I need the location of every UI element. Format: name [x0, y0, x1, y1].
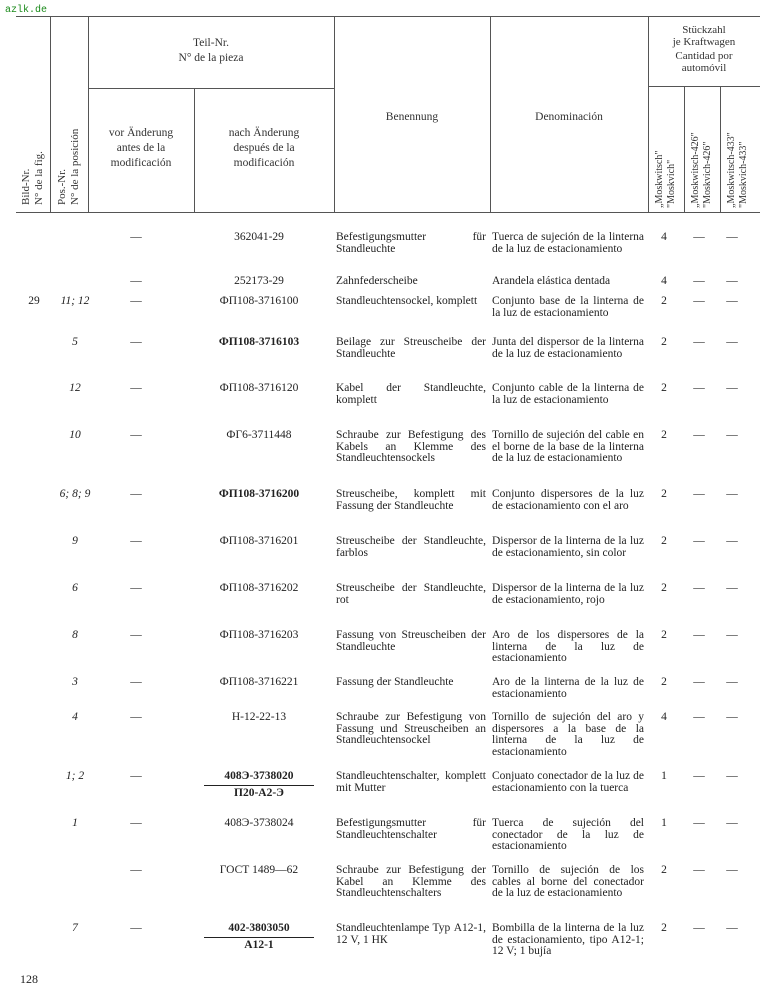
cell-benennung: Befestigungsmutter für Standleuchtenschalter: [336, 817, 486, 841]
header-bild-label: Bild-Nr. N° de la fig.: [20, 151, 45, 205]
cell-qty-moskvich: 2: [661, 922, 667, 934]
cell-qty-moskvich-426: —: [693, 676, 705, 688]
cell-benennung: Streuscheibe der Standleuchte, rot: [336, 582, 486, 606]
cell-pos-nr: 12: [69, 382, 81, 394]
cell-denominacion: Tuerca de sujeción de la linterna de la luz de estacionamiento: [492, 231, 644, 255]
cell-benennung: Fassung von Streuscheiben der Standleuchte: [336, 629, 486, 653]
cell-qty-moskvich-433: —: [726, 336, 738, 348]
cell-nach-aenderung: [196, 771, 322, 799]
cell-benennung: Schraube zur Befestigung der Kabel an Klemme des Standleuchtenschalters: [336, 864, 486, 899]
cell-pos-nr: 7: [72, 922, 78, 934]
cell-vor-aenderung: —: [130, 864, 142, 876]
cell-denominacion: Aro de los dispersores de la linterna de la luz de estacionamiento: [492, 629, 644, 664]
cell-nach-aenderung: 362041-29: [234, 231, 284, 243]
cell-pos-nr: 1: [72, 817, 78, 829]
cell-qty-moskvich: 2: [661, 488, 667, 500]
header-pos-label: Pos.-Nr. N° de la posición: [56, 128, 81, 205]
cell-benennung: Beilage zur Streuscheibe der Standleuchte: [336, 336, 486, 360]
cell-qty-moskvich-426: —: [693, 582, 705, 594]
header-nach: nach Änderung después de la modificación: [228, 127, 300, 169]
cell-nach-aenderung: ФП108-3716202: [219, 582, 299, 594]
col-divider: [50, 16, 51, 213]
header-model-3: [726, 132, 750, 208]
col-divider: [720, 86, 721, 213]
cell-qty-moskvich: 1: [661, 817, 667, 829]
cell-pos-nr: 5: [72, 336, 78, 348]
cell-vor-aenderung: —: [130, 429, 142, 441]
cell-denominacion: Conjuato conectador de la luz de estacionamiento con la tuerca: [492, 770, 644, 794]
cell-qty-moskvich-433: —: [726, 382, 738, 394]
cell-qty-moskvich: 2: [661, 295, 667, 307]
cell-vor-aenderung: —: [130, 922, 142, 934]
header-vor: vor Änderung antes de la modificación: [108, 127, 174, 169]
cell-qty-moskvich-433: —: [726, 488, 738, 500]
cell-benennung: Standleuchtenschalter, komplett mit Mutter: [336, 770, 486, 794]
cell-benennung: Streuscheibe, komplett mit Fassung der Standleuchte: [336, 488, 486, 512]
header-teil: Teil-Nr. N° de la pieza: [178, 37, 244, 64]
cell-qty-moskvich-433: —: [726, 922, 738, 934]
cell-qty-moskvich-426: —: [693, 817, 705, 829]
cell-pos-nr: 10: [69, 429, 81, 441]
cell-vor-aenderung: —: [130, 382, 142, 394]
cell-nach-aenderung: ФП108-3716221: [219, 676, 299, 688]
cell-qty-moskvich-433: —: [726, 864, 738, 876]
cell-benennung: Kabel der Standleuchte, komplett: [336, 382, 486, 406]
teil-subheader-rule: [88, 88, 334, 89]
cell-denominacion: Junta del dispersor de la linterna de la luz de estacionamiento: [492, 336, 644, 360]
cell-pos-nr: 3: [72, 676, 78, 688]
cell-qty-moskvich-433: —: [726, 629, 738, 641]
cell-pos-nr: 11; 12: [60, 295, 90, 307]
cell-denominacion: Bombilla de la linterna de la luz de estacionamiento, tipo A12-1; 12 V; 1 bujía: [492, 922, 644, 957]
cell-qty-moskvich-433: —: [726, 295, 738, 307]
col-divider: [684, 86, 685, 213]
cell-nach-aenderung: ФП108-3716103: [218, 336, 300, 348]
cell-qty-moskvich-426: —: [693, 864, 705, 876]
cell-benennung: Befestigungsmutter für Standleuchte: [336, 231, 486, 255]
cell-qty-moskvich: 2: [661, 382, 667, 394]
part-number-alt: П20-А2-Э: [234, 786, 284, 799]
header-cantidad: Cantidad por automóvil: [675, 50, 733, 74]
cell-vor-aenderung: —: [130, 676, 142, 688]
col-divider: [88, 16, 89, 213]
cell-vor-aenderung: —: [130, 295, 142, 307]
part-number: 402-3803050: [204, 923, 314, 938]
cell-pos-nr: 1; 2: [65, 770, 85, 782]
cell-benennung: Zahnfederscheibe: [336, 275, 418, 287]
cell-denominacion: Tornillo de sujeción del cable en el borne de la base de la linterna de la luz de estacionamiento: [492, 429, 644, 464]
cell-nach-aenderung: ФП108-3716120: [219, 382, 299, 394]
cell-qty-moskvich: 4: [661, 711, 667, 723]
cell-benennung: Schraube zur Befestigung von Fassung und Streuscheiben an Standleuchtensockel: [336, 711, 486, 746]
cell-denominacion: Conjunto base de la linterna de la luz de estacionamiento: [492, 295, 644, 319]
cell-bild-nr: 29: [28, 295, 40, 307]
header-denominacion: Denominación: [535, 111, 603, 123]
cell-vor-aenderung: —: [130, 582, 142, 594]
cell-qty-moskvich: 2: [661, 582, 667, 594]
cell-qty-moskvich-426: —: [693, 629, 705, 641]
cell-qty-moskvich-426: —: [693, 922, 705, 934]
cell-qty-moskvich-426: —: [693, 429, 705, 441]
cell-benennung: Schraube zur Befestigung des Kabels an Klemme des Standleuchtensockels: [336, 429, 486, 464]
cell-qty-moskvich-433: —: [726, 582, 738, 594]
stueck-subheader-rule: [648, 86, 760, 87]
cell-nach-aenderung: ГОСТ 1489—62: [219, 864, 299, 876]
cell-vor-aenderung: —: [130, 817, 142, 829]
header-model-2-label: „Moskwitsch-426" "Moskvich-426": [690, 132, 713, 208]
cell-qty-moskvich-426: —: [693, 488, 705, 500]
cell-pos-nr: 9: [72, 535, 78, 547]
header-model-1-label: „Moskwitsch" "Moskvich": [654, 150, 677, 208]
cell-qty-moskvich: 2: [661, 429, 667, 441]
cell-vor-aenderung: —: [130, 488, 142, 500]
cell-vor-aenderung: —: [130, 711, 142, 723]
header-benennung: Benennung: [385, 111, 439, 123]
cell-qty-moskvich-433: —: [726, 770, 738, 782]
cell-qty-moskvich-433: —: [726, 817, 738, 829]
cell-denominacion: Dispersor de la linterna de la luz de estacionamiento, rojo: [492, 582, 644, 606]
cell-qty-moskvich-426: —: [693, 382, 705, 394]
cell-nach-aenderung: Н-12-22-13: [231, 711, 287, 723]
cell-qty-moskvich-433: —: [726, 275, 738, 287]
cell-denominacion: Aro de la linterna de la luz de estacionamiento: [492, 676, 644, 700]
cell-nach-aenderung: ФГ6-3711448: [226, 429, 292, 441]
cell-qty-moskvich-426: —: [693, 295, 705, 307]
cell-qty-moskvich-426: —: [693, 336, 705, 348]
cell-qty-moskvich-426: —: [693, 770, 705, 782]
header-model-2: [690, 132, 714, 208]
cell-vor-aenderung: —: [130, 336, 142, 348]
cell-pos-nr: 6; 8; 9: [59, 488, 91, 500]
col-divider: [648, 16, 649, 213]
cell-pos-nr: 6: [72, 582, 78, 594]
cell-qty-moskvich-426: —: [693, 275, 705, 287]
cell-benennung: Fassung der Standleuchte: [336, 676, 454, 688]
cell-nach-aenderung: [196, 923, 322, 951]
cell-nach-aenderung: 252173-29: [234, 275, 284, 287]
cell-qty-moskvich-426: —: [693, 231, 705, 243]
part-number-alt: А12-1: [244, 938, 274, 951]
cell-qty-moskvich: 2: [661, 864, 667, 876]
cell-nach-aenderung: 408Э-3738024: [224, 817, 294, 829]
cell-vor-aenderung: —: [130, 231, 142, 243]
cell-qty-moskvich: 4: [661, 231, 667, 243]
cell-denominacion: Conjunto dispersores de la luz de estacionamiento con el aro: [492, 488, 644, 512]
cell-benennung: Standleuchtenlampe Typ А12-1, 12 V, 1 НК: [336, 922, 486, 946]
cell-denominacion: Arandela elástica dentada: [492, 275, 611, 287]
cell-denominacion: Dispersor de la linterna de la luz de estacionamiento, sin color: [492, 535, 644, 559]
cell-qty-moskvich: 2: [661, 629, 667, 641]
cell-qty-moskvich: 4: [661, 275, 667, 287]
cell-vor-aenderung: —: [130, 535, 142, 547]
header-model-3-label: „Moskwitsch-433" "Moskvich-433": [726, 132, 749, 208]
cell-pos-nr: 4: [72, 711, 78, 723]
cell-nach-aenderung: ФП108-3716201: [219, 535, 299, 547]
header-model-1: [654, 151, 678, 208]
cell-denominacion: Conjunto cable de la linterna de la luz de estacionamiento: [492, 382, 644, 406]
cell-nach-aenderung: ФП108-3716100: [219, 295, 299, 307]
header-bild: [20, 151, 46, 205]
cell-qty-moskvich-433: —: [726, 676, 738, 688]
cell-qty-moskvich-433: —: [726, 231, 738, 243]
page-number: 128: [20, 972, 38, 986]
cell-qty-moskvich: 2: [661, 336, 667, 348]
cell-pos-nr: 8: [72, 629, 78, 641]
cell-vor-aenderung: —: [130, 275, 142, 287]
header-stueckzahl: Stückzahl je Kraftwagen: [672, 24, 736, 48]
header-pos: [56, 129, 82, 205]
cell-qty-moskvich: 1: [661, 770, 667, 782]
cell-qty-moskvich-433: —: [726, 429, 738, 441]
cell-nach-aenderung: ФП108-3716203: [219, 629, 299, 641]
watermark: azlk.de: [5, 5, 48, 16]
cell-vor-aenderung: —: [130, 629, 142, 641]
cell-qty-moskvich-433: —: [726, 711, 738, 723]
cell-qty-moskvich-426: —: [693, 535, 705, 547]
cell-qty-moskvich-433: —: [726, 535, 738, 547]
cell-nach-aenderung: ФП108-3716200: [218, 488, 300, 500]
cell-qty-moskvich: 2: [661, 676, 667, 688]
cell-qty-moskvich: 2: [661, 535, 667, 547]
cell-qty-moskvich-426: —: [693, 711, 705, 723]
col-divider: [194, 88, 195, 213]
cell-vor-aenderung: —: [130, 770, 142, 782]
part-number: 408Э-3738020: [204, 771, 314, 786]
cell-benennung: Streuscheibe der Standleuchte, farblos: [336, 535, 486, 559]
col-divider: [490, 16, 491, 213]
cell-denominacion: Tuerca de sujeción del conectador de la luz de estacionamiento: [492, 817, 644, 852]
col-divider: [334, 16, 335, 213]
cell-benennung: Standleuchtensockel, komplett: [336, 295, 478, 307]
cell-denominacion: Tornillo de sujeción de los cables al borne del conectador de la luz de estacionamiento: [492, 864, 644, 899]
cell-denominacion: Tornillo de sujeción del aro y dispersores a la base de la linterna de la luz de estacionamiento: [492, 711, 644, 758]
